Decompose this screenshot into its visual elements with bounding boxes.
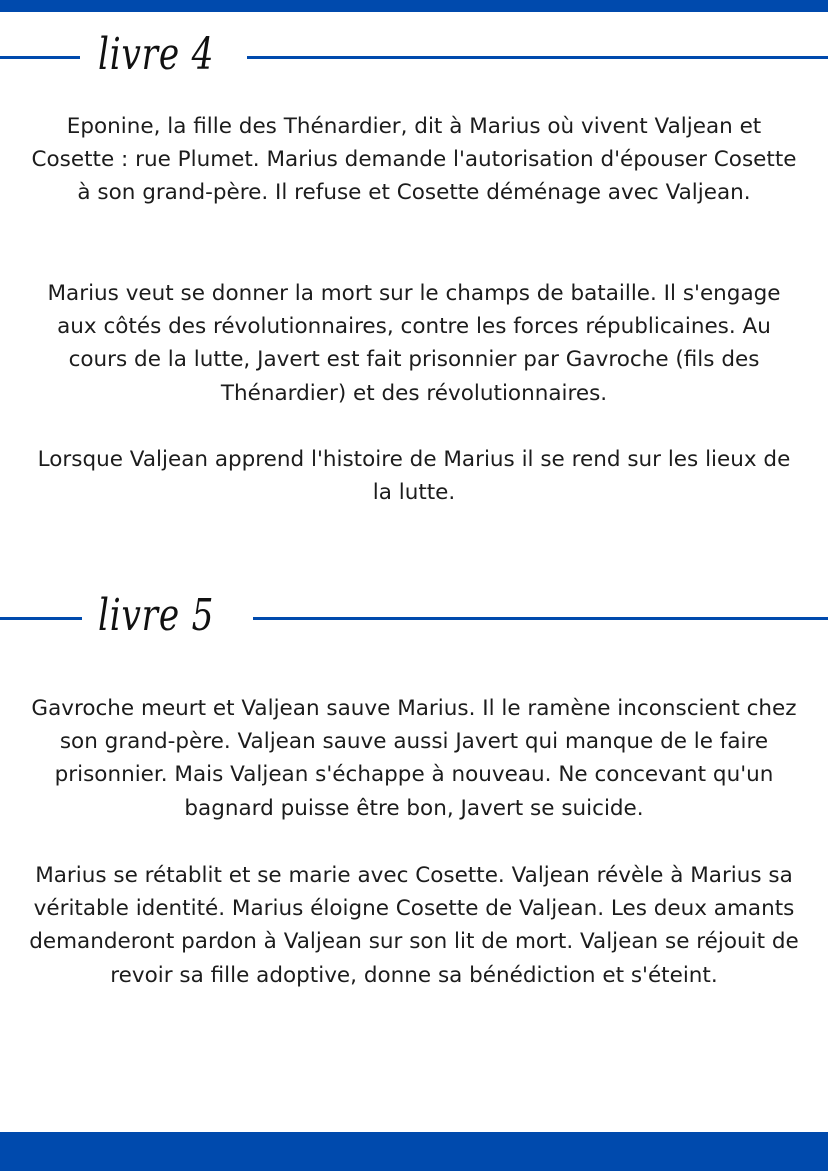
paragraph: Marius veut se donner la mort sur le champs de bataille. Il s'engage aux côtés des révolutionnaires, contre les forces républicaines. Au cours de la lutte, Javert est fait prisonnier par Gavroche (fils des Thénardier) et des révolutionnaires.	[47, 281, 781, 406]
paragraph: Marius se rétablit et se marie avec Cosette. Valjean révèle à Marius sa véritable identité. Marius éloigne Cosette de Valjean. Les deux amants demanderont pardon à Valjean sur son lit de mort. Valjean se réjouit de revoir sa fille adoptive, donne sa bénédiction et s'éteint.	[29, 863, 799, 988]
heading-rule-right	[253, 617, 828, 620]
paragraph: Gavroche meurt et Valjean sauve Marius. Il le ramène inconscient chez son grand-père. Valjean sauve aussi Javert qui manque de le faire prisonnier. Mais Valjean s'échappe à nouveau. Ne concevant qu'un bagnard puisse être bon, Javert se suicide.	[31, 696, 797, 821]
top-accent-bar	[0, 0, 828, 12]
section-title: livre 4	[98, 29, 215, 80]
section-title: livre 5	[98, 590, 215, 641]
heading-rule-left	[0, 617, 82, 620]
heading-rule-right	[247, 56, 828, 59]
section-heading-livre-4	[0, 28, 828, 88]
section-heading-livre-5	[0, 589, 828, 649]
heading-rule-left	[0, 56, 80, 59]
bottom-accent-bar	[0, 1132, 828, 1171]
paragraph: Eponine, la fille des Thénardier, dit à Marius où vivent Valjean et Cosette : rue Plumet. Marius demande l'autorisation d'épouser Cosette à son grand-père. Il refuse et Cosette déménage avec Valjean.	[31, 114, 797, 206]
paragraph: Lorsque Valjean apprend l'histoire de Marius il se rend sur les lieux de la lutte.	[37, 447, 791, 506]
